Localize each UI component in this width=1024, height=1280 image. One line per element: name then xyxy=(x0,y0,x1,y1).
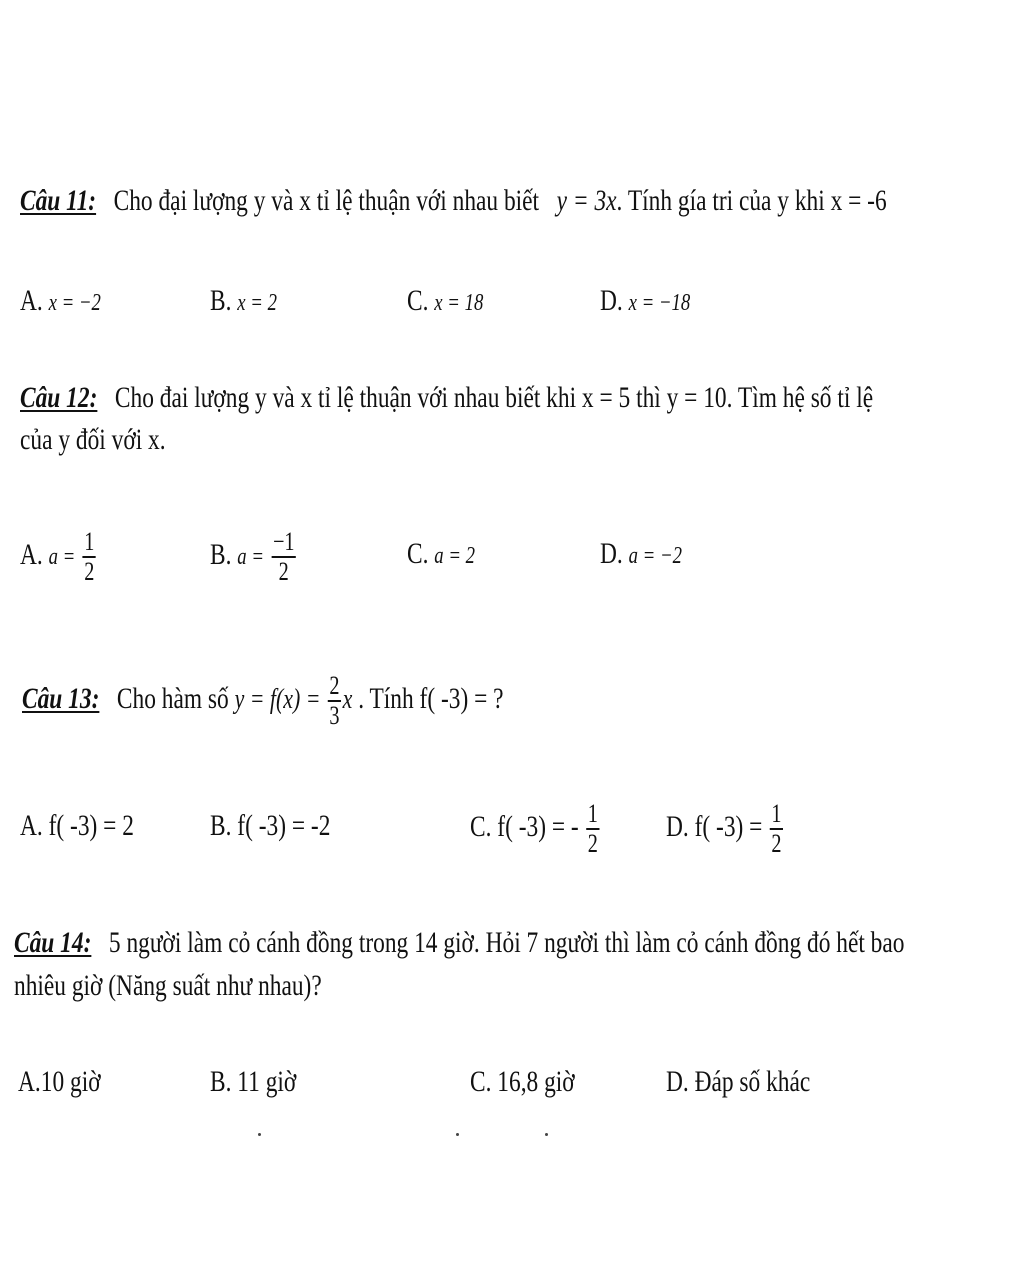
question-11-label: Câu 11: xyxy=(20,184,97,217)
q12-option-b-fraction xyxy=(271,528,296,586)
q11-option-c-letter: C. xyxy=(407,284,429,317)
q14-option-d-text: D. Đáp số khác xyxy=(666,1065,811,1098)
question-13-text-a: Cho hàm số xyxy=(116,681,229,715)
q11-option-b-value: x = 2 xyxy=(237,290,277,316)
fraction-numerator: −1 xyxy=(272,527,295,556)
q12-option-d-value: a = −2 xyxy=(628,543,682,569)
question-14-text-line1: 5 người làm cỏ cánh đồng trong 14 giờ. Hỏi 7 người thì làm cỏ cánh đồng đó hết bao xyxy=(108,926,905,959)
q14-option-d[interactable] xyxy=(666,1064,810,1100)
q11-option-a[interactable] xyxy=(20,283,101,321)
q11-option-c-value: x = 18 xyxy=(434,290,484,316)
question-13-text-b: . Tính f( -3) = ? xyxy=(358,681,504,715)
q13-option-d-prefix: D. f( -3) = xyxy=(666,809,763,843)
q14-option-a[interactable] xyxy=(18,1064,101,1100)
q14-option-c[interactable] xyxy=(470,1064,575,1100)
q13-option-c-prefix: C. f( -3) = - xyxy=(470,809,579,843)
q14-option-b[interactable] xyxy=(210,1064,296,1100)
q12-option-d[interactable] xyxy=(600,536,682,574)
q11-option-b[interactable] xyxy=(210,283,277,321)
fraction-numerator: 1 xyxy=(771,799,782,828)
q12-option-a-fraction xyxy=(83,528,96,586)
question-11-formula: y = 3x xyxy=(556,184,617,217)
q11-option-c[interactable] xyxy=(407,283,483,321)
question-14-label: Câu 14: xyxy=(14,926,92,959)
q11-option-b-letter: B. xyxy=(210,284,232,317)
question-11-text-a: Cho đại lượng y và x tỉ lệ thuận với nhau biết xyxy=(113,184,540,217)
q11-option-d[interactable] xyxy=(600,283,690,321)
q13-option-a-text: A. f( -3) = 2 xyxy=(20,809,134,842)
question-13-formula-prefix: y = f(x) = xyxy=(234,683,321,715)
scan-speck xyxy=(456,1133,459,1136)
q11-option-a-letter: A. xyxy=(20,284,43,317)
fraction-denominator: 2 xyxy=(84,557,95,586)
question-13-formula-fraction xyxy=(328,672,341,730)
q14-option-c-text: C. 16,8 giờ xyxy=(470,1065,575,1098)
fraction-denominator: 2 xyxy=(278,557,289,586)
question-14-text-line2: nhiêu giờ (Năng suất như nhau)? xyxy=(14,969,322,1002)
question-11-text-b: . Tính gía tri của y khi x = -6 xyxy=(616,184,887,217)
q13-option-b[interactable] xyxy=(210,808,330,844)
fraction-numerator: 1 xyxy=(587,799,598,828)
question-14 xyxy=(14,925,904,961)
q13-option-c[interactable] xyxy=(470,800,601,858)
q14-option-a-text: A.10 giờ xyxy=(18,1065,101,1098)
fraction-numerator: 2 xyxy=(329,671,340,700)
question-12-label: Câu 12: xyxy=(20,381,98,414)
q13-option-c-fraction xyxy=(586,800,599,858)
question-12-continued xyxy=(20,422,166,458)
q11-option-d-letter: D. xyxy=(600,284,623,317)
q12-option-b[interactable] xyxy=(210,528,298,586)
question-11 xyxy=(20,183,887,219)
scan-speck xyxy=(545,1133,548,1136)
q12-option-c-letter: C. xyxy=(407,537,429,570)
fraction-numerator: 1 xyxy=(84,527,95,556)
q13-option-a[interactable] xyxy=(20,808,134,844)
scan-speck xyxy=(258,1133,261,1136)
question-13-label: Câu 13: xyxy=(22,681,100,715)
q13-option-d[interactable] xyxy=(666,800,785,858)
q12-option-c-value: a = 2 xyxy=(434,543,476,569)
question-14-continued xyxy=(14,968,322,1004)
q13-option-d-fraction xyxy=(770,800,783,858)
question-12 xyxy=(20,380,873,416)
q11-option-d-value: x = −18 xyxy=(628,290,691,316)
q12-option-b-letter: B. xyxy=(210,537,232,571)
q12-option-c[interactable] xyxy=(407,536,475,574)
q14-option-b-text: B. 11 giờ xyxy=(210,1065,297,1098)
question-13 xyxy=(22,672,504,730)
question-12-text-line1: Cho đai lượng y và x tỉ lệ thuận với nhau biết khi x = 5 thì y = 10. Tìm hệ số tỉ lệ xyxy=(114,381,874,414)
q12-option-a[interactable] xyxy=(20,528,98,586)
q12-option-a-prefix: a = xyxy=(48,543,76,570)
fraction-denominator: 2 xyxy=(771,829,782,858)
q13-option-b-text: B. f( -3) = -2 xyxy=(210,809,331,842)
q12-option-d-letter: D. xyxy=(600,537,623,570)
q12-option-b-prefix: a = xyxy=(237,543,264,570)
fraction-denominator: 3 xyxy=(329,701,340,730)
q12-option-a-letter: A. xyxy=(20,537,43,571)
question-13-formula-suffix: x xyxy=(342,683,353,715)
question-12-text-line2: của y đối với x. xyxy=(20,423,166,456)
q11-option-a-value: x = −2 xyxy=(48,290,101,316)
fraction-denominator: 2 xyxy=(587,829,598,858)
